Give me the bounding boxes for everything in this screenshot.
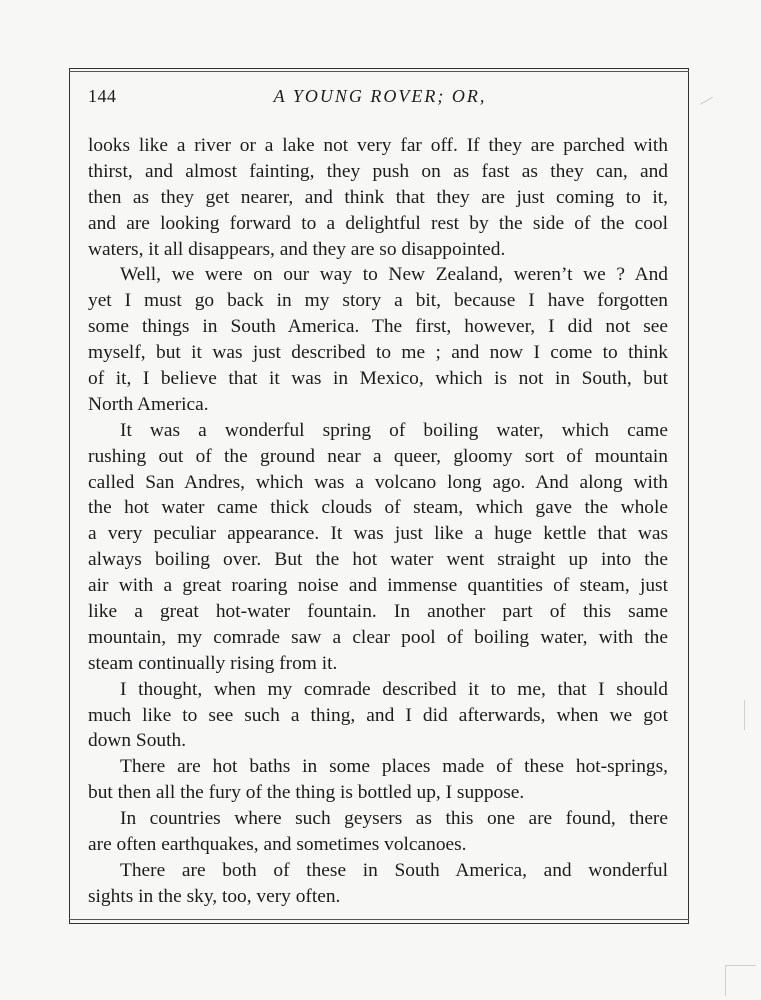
- paper-mark: [700, 97, 714, 107]
- text-line: some things in South America. The first, however, I did not see: [88, 316, 668, 338]
- text-line: waters, it all disappears, and they are so disappointed.: [88, 238, 506, 260]
- text-line: myself, but it was just described to me ; and now I come to think: [88, 342, 668, 364]
- text-line: called San Andres, which was a volcano long ago. And along with: [88, 471, 668, 493]
- text-line: There are both of these in South America, and wonderful: [120, 859, 668, 881]
- text-line: of it, I believe that it was in Mexico, which is not in South, but: [88, 368, 668, 390]
- text-line: are often earthquakes, and sometimes volcanoes.: [88, 834, 467, 856]
- text-line: yet I must go back in my story a bit, because I have forgotten: [88, 290, 668, 312]
- paper-mark: [725, 965, 756, 996]
- text-line: I thought, when my comrade described it to me, that I should: [120, 678, 668, 700]
- text-line: mountain, my comrade saw a clear pool of boiling water, with the: [88, 626, 668, 648]
- text-line: In countries where such geysers as this one are found, there: [120, 808, 668, 830]
- text-line: It was a wonderful spring of boiling water, which came: [120, 419, 668, 441]
- text-line: the hot water came thick clouds of steam, which gave the whole: [88, 497, 668, 519]
- body-text: [88, 133, 668, 910]
- text-line: rushing out of the ground near a queer, gloomy sort of mountain: [88, 445, 668, 467]
- page-number: 144: [88, 86, 117, 106]
- running-title: A YOUNG ROVER; OR,: [273, 86, 487, 106]
- page-header: [88, 84, 672, 110]
- header-rule: [69, 71, 689, 72]
- text-line: down South.: [88, 730, 187, 752]
- text-line: North America.: [88, 393, 209, 415]
- text-line: sights in the sky, too, very often.: [88, 885, 341, 907]
- text-line: a very peculiar appearance. It was just like a huge kettle that was: [88, 523, 668, 545]
- text-line: steam continually rising from it.: [88, 652, 338, 674]
- footer-rule: [69, 919, 689, 920]
- text-line: like a great hot-water fountain. In another part of this same: [88, 601, 668, 623]
- text-line: but then all the fury of the thing is bottled up, I suppose.: [88, 782, 525, 804]
- text-line: looks like a river or a lake not very far off. If they are parched with: [88, 135, 668, 156]
- text-line: thirst, and almost fainting, they push on as fast as they can, and: [88, 160, 668, 182]
- text-line: always boiling over. But the hot water went straight up into the: [88, 549, 668, 571]
- text-line: then as they get nearer, and think that they are just coming to it,: [88, 186, 668, 208]
- text-line: Well, we were on our way to New Zealand, weren’t we ? And: [120, 264, 668, 286]
- text-line: There are hot baths in some places made of these hot-springs,: [120, 756, 668, 778]
- paper-mark: [744, 700, 755, 730]
- text-line: and are looking forward to a delightful rest by the side of the cool: [88, 212, 668, 234]
- text-line: much like to see such a thing, and I did afterwards, when we got: [88, 704, 668, 726]
- text-line: air with a great roaring noise and immense quantities of steam, just: [88, 575, 668, 597]
